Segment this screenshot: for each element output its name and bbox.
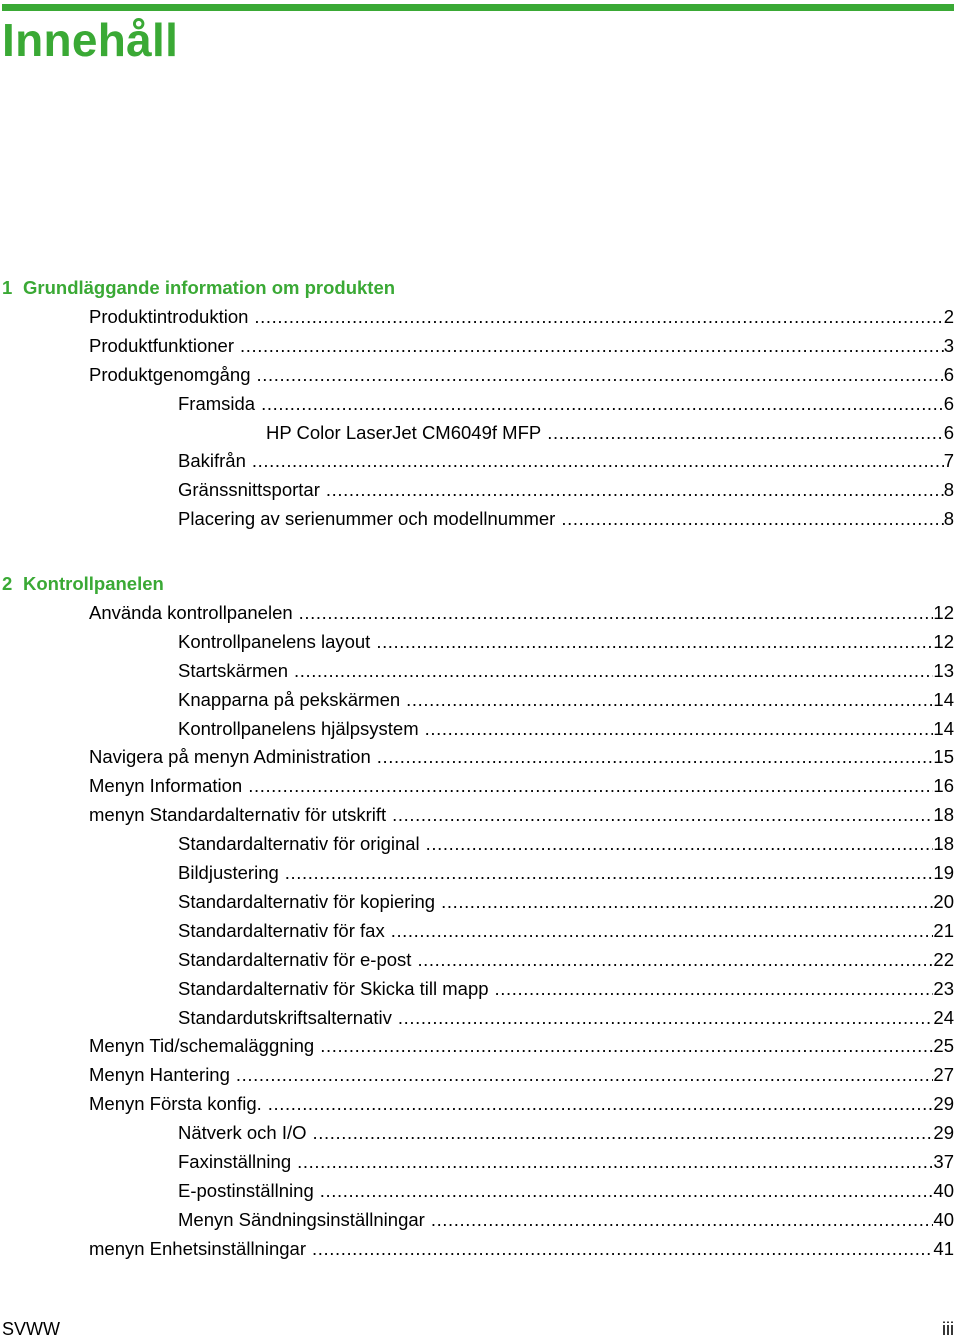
toc-entry[interactable] [89, 800, 954, 829]
toc-entry-page-number: 7 [943, 450, 954, 472]
dot-leader [262, 1089, 934, 1118]
toc-entry[interactable] [178, 714, 954, 743]
dot-leader [306, 1234, 933, 1263]
toc-entry-title: Menyn Information [89, 775, 243, 797]
dot-leader [230, 1060, 934, 1089]
toc-entry-page-number: 21 [933, 919, 954, 941]
toc-entry[interactable] [178, 1003, 954, 1032]
toc-entry-page-number: 12 [933, 601, 954, 623]
toc-entry[interactable] [89, 1089, 954, 1118]
toc-entry-title: Gränssnittsportar [178, 479, 320, 501]
toc-entry[interactable] [178, 685, 954, 714]
toc-entry[interactable] [178, 1118, 954, 1147]
chapter-title: Kontrollpanelen [23, 573, 164, 594]
dot-leader [541, 418, 943, 447]
dot-leader [320, 475, 944, 504]
dot-leader [435, 887, 933, 916]
toc-entry-page-number: 20 [933, 890, 954, 912]
toc-entry[interactable] [178, 656, 954, 685]
toc-entry-title: Placering av serienummer och modellnummer [178, 508, 556, 530]
toc-entry[interactable] [178, 858, 954, 887]
footer-left: SVWW [2, 1319, 60, 1339]
dot-leader [279, 858, 934, 887]
toc-entry[interactable] [89, 360, 954, 389]
toc-entry-title: Framsida [178, 392, 256, 414]
toc-entry-page-number: 8 [943, 508, 954, 530]
dot-leader [385, 916, 934, 945]
toc-entry[interactable] [178, 1205, 954, 1234]
toc-entry-page-number: 14 [933, 688, 954, 710]
toc-entry-page-number: 40 [933, 1208, 954, 1230]
dot-leader [255, 389, 944, 418]
toc-entry-page-number: 12 [933, 630, 954, 652]
toc-entry-title: menyn Standardalternativ för utskrift [89, 804, 387, 826]
dot-leader [246, 446, 944, 475]
toc-entry-page-number: 29 [933, 1122, 954, 1144]
toc-entry-title: Faxinställning [178, 1151, 292, 1172]
toc-entry-page-number: 41 [933, 1237, 954, 1259]
footer-page-number: iii [942, 1319, 954, 1339]
dot-leader [250, 360, 943, 389]
toc-entry-title: menyn Enhetsinställningar [89, 1237, 306, 1259]
dot-leader [288, 656, 933, 685]
toc-entry-page-number: 6 [943, 363, 954, 385]
toc-entry-page-number: 24 [933, 1006, 954, 1028]
dot-leader [307, 1118, 934, 1147]
dot-leader [370, 627, 933, 656]
dot-leader [314, 1031, 933, 1060]
toc-entry[interactable] [178, 945, 954, 974]
toc-entry[interactable] [89, 1234, 954, 1263]
toc-entry-page-number: 2 [943, 305, 954, 327]
page-title: Innehåll [2, 14, 179, 66]
toc-entry-title: Menyn Sändningsinställningar [178, 1208, 425, 1230]
toc-entry[interactable] [178, 389, 954, 418]
toc-entry-page-number: 18 [933, 833, 954, 855]
dot-leader [234, 331, 944, 360]
toc-entry-page-number: 22 [933, 948, 954, 970]
toc-entry-page-number: 18 [933, 804, 954, 826]
toc-entry-title: Menyn Hantering [89, 1064, 230, 1086]
chapter-heading[interactable] [2, 569, 954, 598]
toc-entry-title: Produktgenomgång [89, 363, 251, 385]
chapter-heading[interactable] [2, 273, 954, 302]
toc-entry[interactable] [178, 504, 954, 533]
toc-entry-page-number: 13 [933, 659, 954, 681]
dot-leader [242, 771, 933, 800]
dot-leader [314, 1176, 934, 1205]
dot-leader [293, 598, 934, 627]
toc-entry-title: Startskärmen [178, 659, 289, 681]
toc-entry-title: Standardalternativ för kopiering [178, 890, 436, 912]
dot-leader [555, 504, 943, 533]
toc-entry-page-number: 27 [933, 1064, 954, 1086]
toc-entry-title: Använda kontrollpanelen [89, 601, 293, 623]
toc-entry-title: Standardalternativ för original [178, 833, 420, 855]
toc-entry-page-number: 16 [933, 775, 954, 797]
toc-entry-title: Standardalternativ för Skicka till mapp [178, 977, 489, 999]
toc-entry-page-number: 6 [943, 392, 954, 414]
toc-entry[interactable] [89, 598, 954, 627]
toc-entry-title: Produktintroduktion [89, 305, 249, 327]
toc-entry[interactable] [89, 1031, 954, 1060]
toc-entry-title: Menyn Första konfig. [89, 1093, 262, 1115]
toc-entry-title: Knapparna på pekskärmen [178, 688, 401, 710]
toc-entry[interactable] [89, 302, 954, 331]
dot-leader [248, 302, 943, 331]
toc-entry-title: Navigera på menyn Administration [89, 746, 371, 768]
toc-entry[interactable] [178, 916, 954, 945]
chapter-number: 2 [2, 573, 13, 594]
toc-entry[interactable] [89, 1060, 954, 1089]
toc-entry-page-number: 40 [933, 1179, 954, 1201]
dot-leader [371, 742, 934, 771]
dot-leader [425, 1205, 934, 1234]
toc-entry[interactable] [178, 1176, 954, 1205]
toc-entry-title: Menyn Tid/schemaläggning [89, 1035, 315, 1057]
dot-leader [411, 945, 933, 974]
toc-entry[interactable] [178, 446, 954, 475]
toc-entry-title: Standardutskriftsalternativ [178, 1006, 392, 1028]
dot-leader [400, 685, 933, 714]
toc-entry-page-number: 25 [933, 1035, 954, 1057]
toc-entry[interactable] [178, 974, 954, 1003]
dot-leader [386, 800, 933, 829]
toc-entry-page-number: 8 [943, 479, 954, 501]
toc-entry-title: Standardalternativ för e-post [178, 948, 412, 970]
toc-entry[interactable] [89, 771, 954, 800]
toc-entry-title: Kontrollpanelens hjälpsystem [178, 717, 419, 739]
toc-entry-title: Bildjustering [178, 862, 279, 883]
toc-entry[interactable] [178, 627, 954, 656]
toc-entry[interactable] [178, 887, 954, 916]
toc-entry-title: Produktfunktioner [89, 334, 235, 356]
toc-entry-title: Bakifrån [178, 450, 246, 472]
toc-entry-page-number: 37 [933, 1151, 954, 1172]
toc-entry-title: Standardalternativ för fax [178, 919, 385, 941]
toc-entry[interactable] [178, 1147, 954, 1176]
toc-entry-page-number: 19 [933, 862, 954, 883]
toc-entry-title: E-postinställning [178, 1179, 314, 1201]
toc-entry[interactable] [89, 742, 954, 771]
toc-entry-page-number: 14 [933, 717, 954, 739]
toc-entry-title: Nätverk och I/O [178, 1122, 307, 1144]
dot-leader [420, 829, 934, 858]
dot-leader [419, 714, 934, 743]
toc-entry-page-number: 15 [933, 746, 954, 768]
toc-entry[interactable] [178, 829, 954, 858]
toc-entry-title: HP Color LaserJet CM6049f MFP [266, 421, 542, 443]
chapter-title: Grundläggande information om produkten [23, 277, 396, 298]
toc-entry[interactable] [178, 475, 954, 504]
toc-entry-page-number: 3 [943, 334, 954, 356]
dot-leader [392, 1003, 934, 1032]
toc-entry[interactable] [89, 331, 954, 360]
toc-entry-title: Kontrollpanelens layout [178, 630, 371, 652]
toc-entry-page-number: 23 [933, 977, 954, 999]
toc-entry-page-number: 6 [943, 421, 954, 443]
dot-leader [489, 974, 934, 1003]
chapter-number: 1 [2, 277, 13, 298]
dot-leader [291, 1147, 933, 1176]
toc-entry-page-number: 29 [933, 1093, 954, 1115]
toc-entry[interactable] [266, 418, 954, 447]
